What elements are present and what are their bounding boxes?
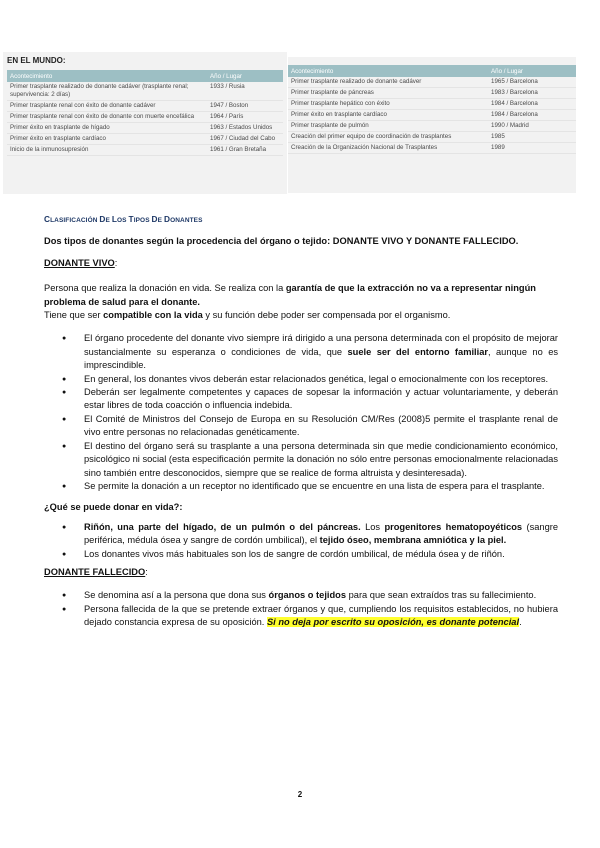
- table-row: [7, 101, 283, 112]
- title-initial: L: [111, 214, 118, 224]
- world-history-panel: [3, 52, 287, 194]
- donante-fallecido-heading: [44, 566, 558, 579]
- table-cell: 1961 / Gran Bretaña: [207, 145, 283, 156]
- world-history-table: [7, 70, 283, 156]
- vivo-bullet-list: [44, 332, 558, 493]
- text-run: Persona que realiza la donación en vida. Se realiza con la: [44, 283, 286, 294]
- table-row: [288, 88, 576, 99]
- table-cell: Creación del primer equipo de coordinación de trasplantes: [288, 132, 488, 143]
- list-item: [84, 603, 558, 630]
- table-cell: 1990 / Madrid: [488, 121, 576, 132]
- table-cell: Primer trasplante de páncreas: [288, 88, 488, 99]
- list-item: [84, 521, 558, 548]
- table-row: [7, 82, 283, 101]
- title-initial: D: [163, 214, 171, 224]
- title-part: E: [105, 217, 112, 224]
- text-run-bold: Riñón, una parte del hígado, de un pulmón o del páncreas.: [84, 521, 361, 532]
- donar-question: ¿Qué se puede donar en vida?:: [44, 502, 183, 513]
- text-run-bold: tejido óseo, membrana amniótica y la piel.: [319, 535, 507, 546]
- list-item: ● Los donantes vivos más habituales son los de sangre de cordón umbilical, de médula ósea y de riñón.: [84, 548, 558, 561]
- heading-colon: :: [114, 257, 118, 268]
- table-row: [288, 121, 576, 132]
- fallecido-bullet-list: [44, 589, 558, 629]
- table-row: [7, 145, 283, 156]
- table-row: [288, 132, 576, 143]
- column-header: Acontecimiento: [7, 70, 207, 82]
- table-cell: Primer trasplante hepático con éxito: [288, 99, 488, 110]
- title-part: ONANTES: [170, 217, 203, 224]
- table-cell: 1964 / París: [207, 112, 283, 123]
- world-title: EN EL MUNDO:: [7, 56, 66, 65]
- spain-history-panel: [288, 57, 576, 193]
- highlighted-text: Si no deja por escrito su oposición, es donante potencial: [266, 617, 520, 628]
- heading-text: DONANTE FALLECIDO: [44, 566, 146, 577]
- title-initial: D: [99, 214, 106, 224]
- table-cell: Primer trasplante renal con éxito de donante con muerte encefálica: [7, 112, 207, 123]
- text-run: , aunque no es imprescindible.: [84, 346, 559, 371]
- page-number: 2: [297, 790, 303, 799]
- table-row: [7, 123, 283, 134]
- heading-colon: :: [145, 566, 148, 577]
- vivo-paragraph-1: [44, 282, 558, 309]
- text-run: Se denomina así a la persona que dona sus: [84, 590, 269, 601]
- table-cell: 1984 / Barcelona: [488, 110, 576, 121]
- table-cell: 1965 / Barcelona: [488, 77, 576, 88]
- table-cell: Creación de la Organización Nacional de Trasplantes: [288, 143, 488, 154]
- column-header: Acontecimiento: [288, 65, 488, 77]
- table-cell: 1984 / Barcelona: [488, 99, 576, 110]
- document-body: [44, 213, 558, 635]
- table-cell: 1967 / Ciudad del Cabo: [207, 134, 283, 145]
- table-cell: Primer trasplante de pulmón: [288, 121, 488, 132]
- donar-bullet-list: [44, 521, 558, 561]
- spain-history-table: [288, 65, 576, 154]
- table-row: [7, 134, 283, 145]
- section-title: [44, 213, 558, 227]
- title-part: LASIFICACIÓN: [50, 217, 100, 224]
- list-item: ● Se permite la donación a un receptor no identificado que se encuentre en una lista de espera para el trasplante.: [84, 480, 558, 493]
- column-header: Año / Lugar: [207, 70, 283, 82]
- text-run-bold: suele ser del entorno familiar: [347, 346, 488, 357]
- table-cell: Primer éxito en trasplante de hígado: [7, 123, 207, 134]
- text-run: Los: [360, 521, 385, 532]
- table-header-row: [7, 70, 283, 82]
- title-part: OS: [117, 217, 129, 224]
- list-item: [84, 332, 558, 372]
- intro-paragraph: Dos tipos de donantes según la procedencia del órgano o tejido: DONANTE VIVO Y DONANTE FALLECIDO.: [44, 236, 519, 247]
- table-cell: 1933 / Rusia: [207, 82, 283, 101]
- text-run: Persona fallecida de la que se pretende extraer órganos y que, cumpliendo los requisitos establecidos, no hubiera dejado constancia expresa de su oposición.: [84, 603, 558, 628]
- title-part: E: [157, 217, 164, 224]
- text-run-bold: compatible con la vida: [103, 310, 203, 321]
- heading-text: DONANTE VIVO: [44, 257, 115, 268]
- list-item: [84, 589, 558, 602]
- title-initial: C: [44, 214, 51, 224]
- vivo-paragraph-2: [44, 309, 558, 322]
- table-row: [288, 110, 576, 121]
- list-item: ● El Comité de Ministros del Consejo de Europa en su Resolución CM/Res (2008)5 permite el trasplante renal de vivo entre personas no relacionadas genéticamente.: [84, 413, 558, 440]
- table-cell: 1947 / Boston: [207, 101, 283, 112]
- table-cell: 1963 / Estados Unidos: [207, 123, 283, 134]
- column-header: Año / Lugar: [488, 65, 576, 77]
- table-cell: Primer trasplante renal con éxito de donante cadáver: [7, 101, 207, 112]
- title-part: IPOS: [133, 217, 152, 224]
- text-run: Tiene que ser: [44, 310, 104, 321]
- table-cell: Primer éxito en trasplante cardíaco: [288, 110, 488, 121]
- list-item: ● El destino del órgano será su trasplante a una persona determinada sin que medie condicionamiento económico, psicológico ni social (esta especificación permite la donación no sólo entre personas emocionalmente relacionadas sino también entre desconocidos, siempre que se realice de forma altruista y desinteresada).: [84, 440, 558, 480]
- text-run: y su función debe poder ser compensada por el organismo.: [202, 310, 451, 321]
- donante-vivo-heading: [44, 257, 558, 270]
- table-row: [288, 143, 576, 154]
- table-cell: Primer trasplante realizado de donante cadáver: [288, 77, 488, 88]
- table-cell: Primer éxito en trasplante cardíaco: [7, 134, 207, 145]
- table-cell: 1983 / Barcelona: [488, 88, 576, 99]
- table-row: [288, 99, 576, 110]
- text-run: El órgano procedente del donante vivo siempre irá dirigido a una persona determinada con el propósito de mejorar sustancialmente su esperanza o condiciones de vida, que: [84, 333, 558, 357]
- table-header-row: [288, 65, 576, 77]
- title-initial: D: [151, 214, 158, 224]
- table-cell: 1985: [488, 132, 576, 143]
- title-initial: T: [128, 214, 134, 224]
- text-run: .: [519, 617, 522, 628]
- text-run-bold: progenitores hematopoyéticos: [384, 521, 523, 532]
- table-row: [7, 112, 283, 123]
- table-cell: Primer trasplante realizado de donante cadáver (trasplante renal; supervivencia: 2 días): [7, 82, 207, 101]
- text-run-bold: garantía de que la extracción no va a representar ningún problema de salud para el donante.: [44, 283, 536, 307]
- table-row: [288, 77, 576, 88]
- table-cell: 1989: [488, 143, 576, 154]
- list-item: ● Deberán ser legalmente competentes y capaces de sopesar la información y actuar voluntariamente, y deberán estar libres de toda coacción o influencia indebida.: [84, 386, 558, 413]
- text-run-bold: órganos o tejidos: [268, 590, 347, 601]
- list-item: ● En general, los donantes vivos deberán estar relacionados genética, legal o emocionalmente con los receptores.: [84, 373, 558, 386]
- text-run: (sangre periférica, médula ósea y sangre de cordón umbilical), el: [84, 521, 559, 546]
- table-cell: Inicio de la inmunosupresión: [7, 145, 207, 156]
- text-run: para que sean extraídos tras su fallecimiento.: [346, 590, 537, 601]
